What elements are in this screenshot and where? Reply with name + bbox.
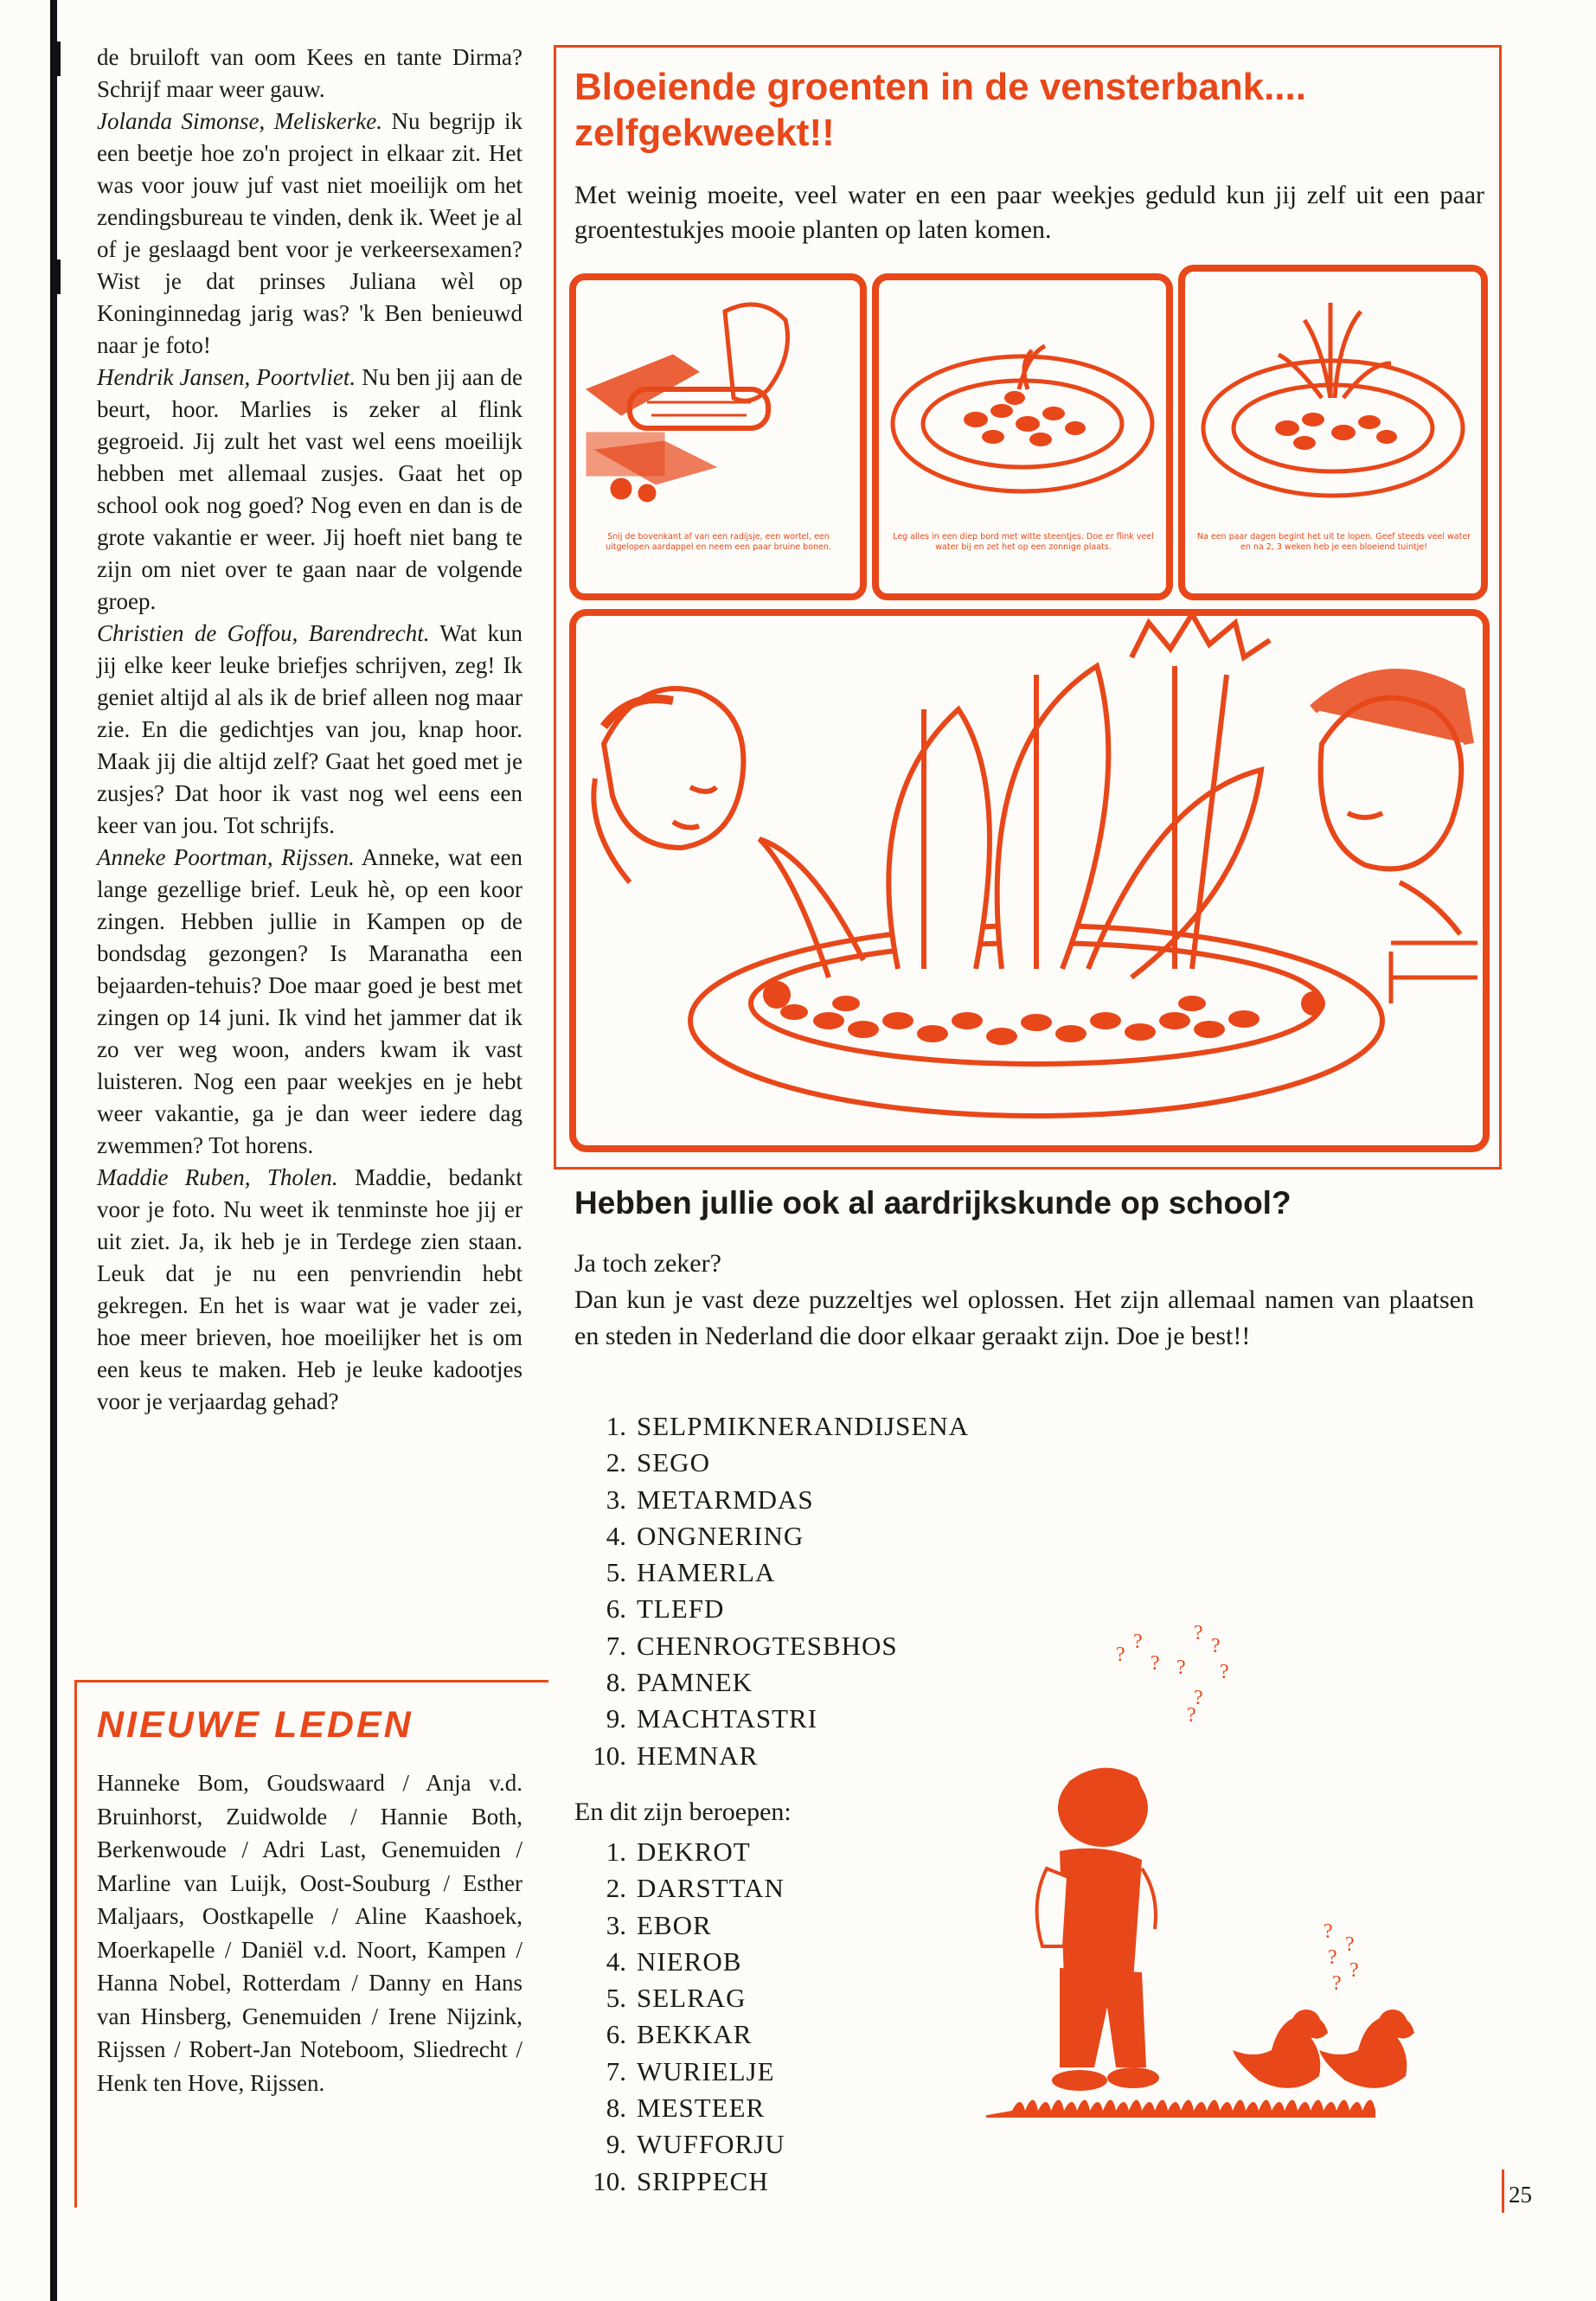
puzzle-intro-text: Dan kun je vast deze puzzeltjes wel oplossen. Het zijn allemaal namen van plaatsen en steden in Nederland die door elkaar geraakt zijn. Doe je best!! (574, 1285, 1474, 1350)
step-1-caption: Snij de bovenkant af van een radijsje, een wortel, een uitgelopen aardappel en neem een paar bruine bonen. (606, 532, 831, 552)
nieuwe-leden-title: NIEUWE LEDEN (97, 1704, 413, 1746)
page-number: 25 (1509, 2182, 1532, 2208)
list-item: 10. HEMNAR (593, 1740, 759, 1771)
list-item: 4. ONGNERING (606, 1520, 804, 1551)
letter-author: Christien de Goffou, Barendrecht. (97, 620, 430, 646)
professions-label: En dit zijn beroepen: (574, 1798, 792, 1826)
letters-column (97, 42, 522, 1418)
list-item: 3. METARMDAS (606, 1484, 814, 1515)
letter-author: Jolanda Simonse, Meliskerke. (97, 108, 382, 134)
professions-list (585, 1834, 785, 2200)
list-item: 8. MESTEER (606, 2093, 766, 2124)
nieuwe-leden-list: Hanneke Bom, Goudswaard / Anja v.d. Bruinhorst, Zuidwolde / Hannie Both, Berkenwoude / Adri Last, Genemuiden / Marline van Luijk, Oost-Souburg / Esther Maljaars, Oostkapelle / Aline Kaashoek, Moerkapelle / Daniël v.d. Noort, Kampen / Hanna Nobel, Rotterdam / Danny en Hans van Hinsberg, Genemuiden / Irene Nijzink, Rijssen / Robert-Jan Noteboom, Sliedrecht / Henk ten Hove, Rijssen. (97, 1770, 522, 2096)
step-3-caption: Na een paar dagen begint het uit te lopen. Geef steeds veel water en na 2, 3 weken heb je een bloeiend tuintje! (1196, 532, 1471, 552)
step-2-caption: Leg alles in een diep bord met witte steentjes. Doe er flink veel water bij en zet het op een zonnige plaats. (893, 532, 1154, 552)
box-corner-mark (1502, 2170, 1504, 2213)
article-intro: Met weinig moeite, veel water en een paar weekjes geduld kun jij zelf uit een paar groentestukjes mooie planten op laten komen. (574, 181, 1484, 244)
spine-mark (57, 260, 61, 294)
letter-2: Hendrik Jansen, Poortvliet. Nu ben jij aan de beurt, hoor. Marlies is zeker al flink gegroeid. Jij zult het vast wel eens moeilijk hebben met allemaal zusjes. Gaat het op school ook nog goed? Nog even en dan is de grote vakantie er weer. Jij hoeft niet bang te zijn om niet over te gaan naar de volgende groep. (97, 364, 522, 614)
spine-mark (57, 42, 61, 76)
letter-5: Maddie Ruben, Tholen. Maddie, bedankt voor je foto. Nu weet ik tenminste hoe jij er uit ziet. Ja, ik heb je in Terdege zien staan. Leuk dat je nu een penvriendin hebt gekregen. En het is waar wat je vader zei, hoe meer brieven, hoe moeilijker het is om een keus te maken. Heb je leuke kadootjes voor je verjaardag gehad? (97, 1164, 522, 1414)
list-item: 6. TLEFD (606, 1593, 725, 1625)
puzzle-intro (574, 1246, 1474, 1355)
letter-4: Anneke Poortman, Rijssen. Anneke, wat een lange gezellige brief. Leuk hè, op een koor zingen. Hebben jullie in Kampen op de bondsdag gezongen? Is Maranatha een bejaarden-tehuis? Doe maar goed je best met zingen op 14 juni. Ik vind het jammer dat ik zo ver weg woon, anders kwam ik vast luisteren. Nog een paar weekjes en je hebt weer vakantie, ga je dan weer iedere dag zwemmen? Tot horens. (97, 844, 522, 1158)
letter-author: Maddie Ruben, Tholen. (97, 1164, 338, 1190)
garden-stones (763, 981, 1325, 1045)
list-item: 1. DEKROT (606, 1836, 751, 1867)
list-item: 9. WUFFORJU (606, 2129, 785, 2160)
list-item: 10. SRIPPECH (593, 2165, 769, 2196)
article-title: Bloeiende groenten in de vensterbank.... zelfgekweekt!! (574, 66, 1306, 154)
sprouting-plate-drawing (1203, 303, 1463, 496)
puzzle-title: Hebben jullie ook al aardrijkskunde op school? (574, 1185, 1292, 1221)
question-marks-decoration: ? (1324, 1920, 1333, 1943)
list-item: 9. MACHTASTRI (606, 1703, 818, 1734)
letter-author: Hendrik Jansen, Poortvliet. (97, 364, 356, 390)
letter-1: Jolanda Simonse, Meliskerke. Nu begrijp ik een beetje hoe zo'n project in elkaar zit. Het was voor jouw juf vast niet moeilijk om het zendingsbureau te vinden, denk ik. Weet je al of je geslaagd bent voor je verkeersexamen? Wist je dat prinses Juliana wèl op Koninginnedag jarig was? 'k Ben benieuwd naar je foto! (97, 108, 522, 358)
list-item: 8. PAMNEK (606, 1667, 753, 1698)
puzzle-intro-line: Ja toch zeker? (574, 1249, 721, 1278)
grass-strip (986, 2100, 1375, 2118)
question-marks-decoration: ? (1116, 1644, 1125, 1666)
list-item: 3. EBOR (606, 1909, 712, 1940)
list-item: 2. SEGO (606, 1447, 710, 1478)
list-item: 5. HAMERLA (606, 1557, 776, 1588)
list-item: 7. CHENROGTESBHOS (606, 1630, 898, 1661)
gardening-illustration (569, 260, 1495, 1159)
plate-with-stones-drawing (893, 346, 1152, 491)
list-item: 6. BEKKAR (606, 2019, 753, 2050)
list-item: 2. DARSTTAN (606, 1873, 785, 1904)
list-item: 5. SELRAG (606, 1983, 747, 2014)
places-list (585, 1408, 969, 1774)
cutting-vegetables-drawing (586, 304, 788, 502)
section-divider (554, 1167, 1502, 1170)
list-item: 1. SELPMIKNERANDIJSENA (606, 1411, 970, 1441)
list-item: 4. NIEROB (606, 1945, 742, 1977)
letter-0: de bruiloft van oom Kees en tante Dirma? Schrijf maar weer gauw. (97, 44, 522, 102)
windowsill-lines (1391, 943, 1477, 1003)
list-item: 7. WURIELJE (606, 2055, 775, 2086)
thinking-child-and-ducks-drawing (986, 1765, 1471, 2145)
letter-3: Christien de Goffou, Barendrecht. Wat kun jij elke keer leuke briefjes schrijven, zeg! Ik geniet altijd al als ik de brief alleen nog maar zie. En die gedichtjes van jou, knap hoor. Maak jij die altijd zelf? Gaat het goed met je zusjes? Dat hoor ik vast nog wel eens een keer van jou. Tot schrijfs. (97, 620, 522, 838)
letter-author: Anneke Poortman, Rijssen. (97, 844, 355, 870)
nieuwe-leden-border-left (74, 1680, 77, 2208)
page-spine-shadow (50, 0, 57, 2301)
nieuwe-leden-border (74, 1680, 548, 1682)
children-with-garden-drawing (593, 614, 1469, 1116)
